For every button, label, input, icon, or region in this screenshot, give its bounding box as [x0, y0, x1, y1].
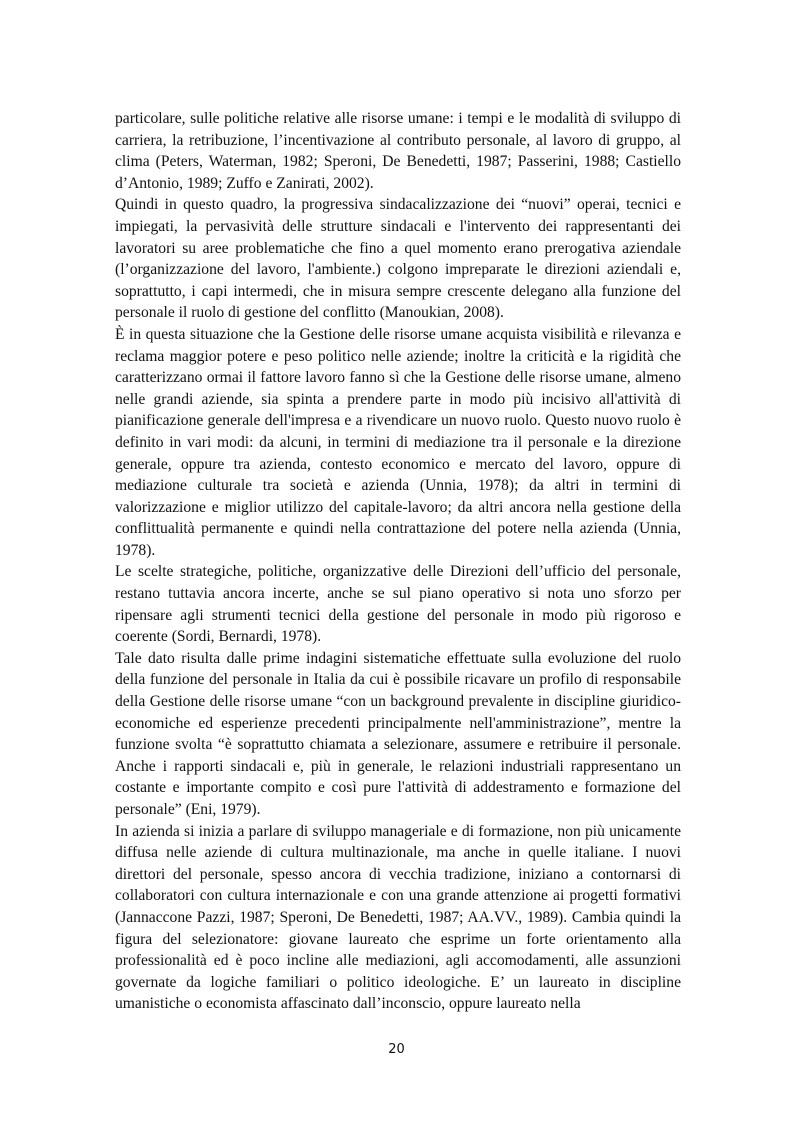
page-body: [115, 108, 681, 1015]
paragraph: particolare, sulle politiche relative alle risorse umane: i tempi e le modalità di sviluppo di carriera, la retribuzione, l’incentivazione al contributo personale, al lavoro di gruppo, al clima (Peters, Waterman, 1982; Speroni, De Benedetti, 1987; Passerini, 1988; Castiello d’Antonio, 1989; Zuffo e Zanirati, 2002).: [115, 110, 681, 192]
paragraph: Le scelte strategiche, politiche, organizzative delle Direzioni dell’ufficio del personale, restano tuttavia ancora incerte, anche se sul piano operativo si nota uno sforzo per ripensare agli strumenti tecnici della gestione del personale in modo più rigoroso e coerente (Sordi, Bernardi, 1978).: [115, 563, 681, 646]
paragraph: Tale dato risulta dalle prime indagini sistematiche effettuate sulla evoluzione del ruolo della funzione del personale in Italia da cui è possibile ricavare un profilo di responsabile della Gestione delle risorse umane “con un background prevalente in discipline giuridico-economiche ed esperienze precedenti principalmente nell'amministrazione”, mentre la funzione svolta “è soprattutto chiamata a selezionare, assumere e retribuire il personale. Anche i rapporti sindacali e, più in generale, le relazioni industriali rappresentano un costante e importante compito e così pure l'attività di addestramento e formazione del personale” (Eni, 1979).: [115, 649, 681, 818]
page-number: 20: [388, 1042, 405, 1057]
paragraph: Quindi in questo quadro, la progressiva sindacalizzazione dei “nuovi” operai, tecnici e impiegati, la pervasività delle strutture sindacali e l'intervento dei rappresentanti dei lavoratori su aree problematiche che fino a quel momento erano prerogativa aziendale (l’organizzazione del lavoro, l'ambiente.) colgono impreparate le direzioni aziendali e, soprattutto, i capi intermedi, che in misura sempre crescente delegano alla funzione del personale il ruolo di gestione del conflitto (Manoukian, 2008).: [115, 196, 681, 322]
paragraph: In azienda si inizia a parlare di sviluppo manageriale e di formazione, non più unicamente diffusa nelle aziende di cultura multinazionale, ma anche in quelle italiane. I nuovi direttori del personale, spesso ancora di vecchia tradizione, iniziano a contornarsi di collaboratori con cultura internazionale e con una grande attenzione ai progetti formativi (Jannaccone Pazzi, 1987; Speroni, De Benedetti, 1987; AA.VV., 1989). Cambia quindi la figura del selezionatore: giovane laureato che esprime un forte orientamento alla professionalità ed è poco incline alle mediazioni, agli accomodamenti, alle assunzioni governate da logiche familiari o politico ideologiche. E’ un laureato in discipline umanistiche o economista affascinato dall’inconscio, oppure laureato nella: [115, 822, 681, 1013]
paragraph: È in questa situazione che la Gestione delle risorse umane acquista visibilità e rilevanza e reclama maggior potere e peso politico nelle aziende; inoltre la criticità e la rigidità che caratterizzano ormai il fattore lavoro fanno sì che la Gestione delle risorse umane, almeno nelle grandi aziende, sia spinta a prendere parte in modo più incisivo all'attività di pianificazione generale dell'impresa e a rivendicare un nuovo ruolo. Questo nuovo ruolo è definito in vari modi: da alcuni, in termini di mediazione tra il personale e la direzione generale, oppure tra azienda, contesto economico e mercato del lavoro, oppure di mediazione culturale tra società e azienda (Unnia, 1978); da altri in termini di valorizzazione e miglior utilizzo del capitale-lavoro; da altri ancora nella gestione della conflittualità permanente e quindi nella contrattazione del potere nella azienda (Unnia, 1978).: [115, 325, 681, 559]
